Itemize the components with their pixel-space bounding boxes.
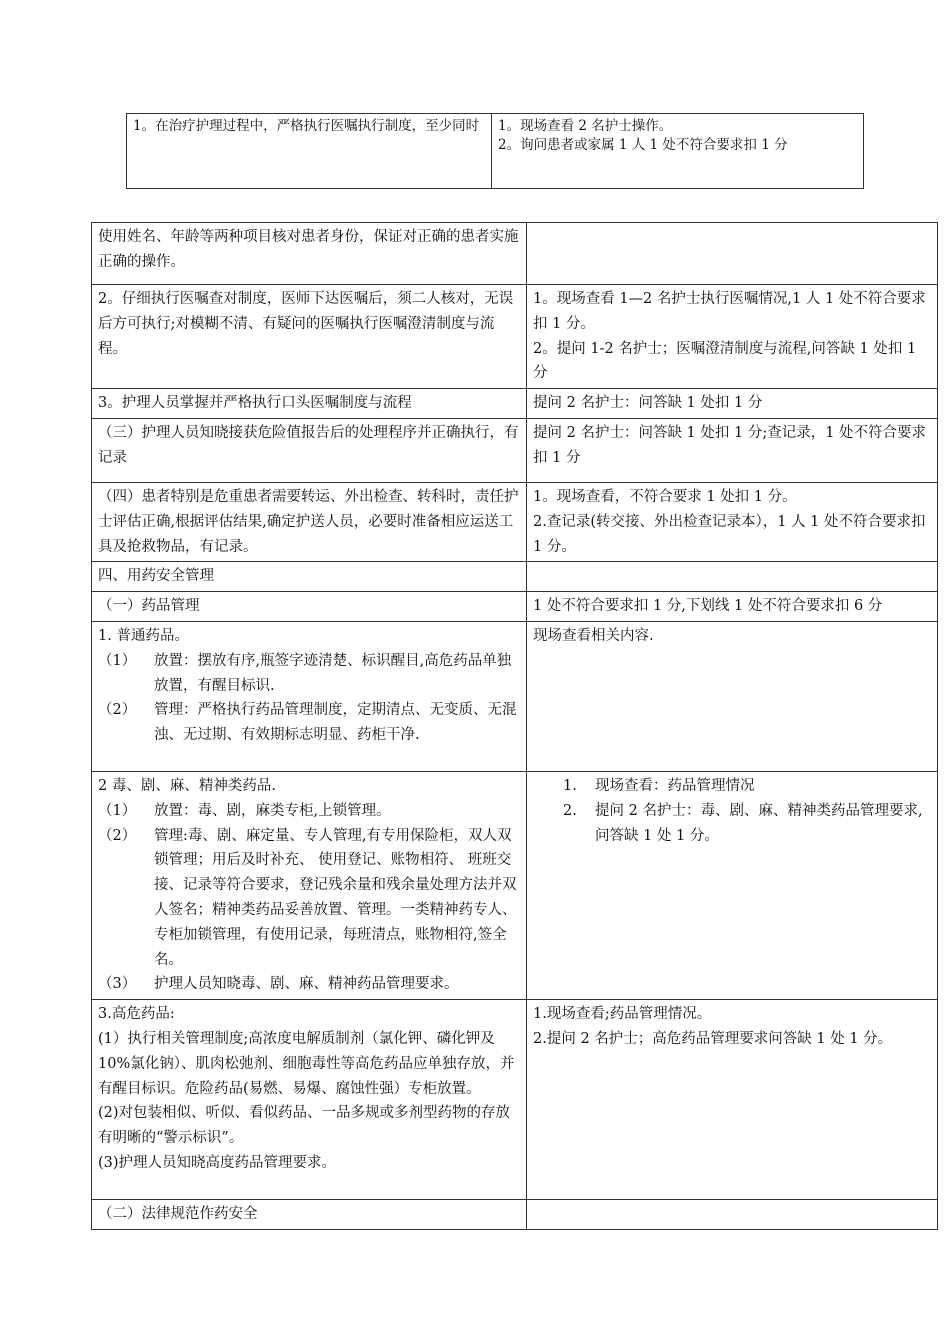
row2-left-cell <box>92 285 527 389</box>
item-text: 管理:毒、剧、麻定量、专人管理,有专用保险柜，双人双锁管理；用后及时补充、 使用登记、账物相符、 班班交接、记录等符合要求，登记残余量和残余量处理方法并双人签名；精神类药品妥善放置、管理。一类精神药专人、专柜加锁管理，有使用记录，每班清点，账物相符,签全名。 <box>154 827 517 968</box>
cell-line: (3)护理人员知晓高度药品管理要求。 <box>98 1154 337 1171</box>
item-marker: （3） <box>98 976 137 993</box>
row11-right-cell <box>527 1200 938 1230</box>
table-row <box>92 389 938 419</box>
row3-left-cell <box>92 389 527 419</box>
cell-line: (2)对包装相似、听似、看似药品、一品多规或多剂型药物的存放有明晰的“警示标识”。 <box>98 1105 511 1147</box>
cell-line: 1。现场查看 2 名护士操作。 <box>498 118 673 134</box>
row8-left-cell <box>92 621 527 771</box>
cell-text: 1。在治疗护理过程中，严格执行医嘱执行制度，至少同时 <box>133 118 480 134</box>
item-text: 管理：严格执行药品管理制度，定期清点、无变质、无混浊、无过期、有效期标志明显、药柜干净. <box>154 702 517 744</box>
table-row <box>92 285 938 389</box>
table-row <box>92 223 938 285</box>
row10-right-cell <box>527 1000 938 1200</box>
cell-text: 2。仔细执行医嘱查对制度，医师下达医嘱后，须二人核对，无误后方可执行;对模糊不清、有疑问的医嘱执行医嘱澄清制度与流程。 <box>98 291 514 357</box>
section-heading: 四、用药安全管理 <box>98 568 214 585</box>
cell-text: 提问 2 名护士：问答缺 1 处扣 1 分;查记录，1 处不符合要求扣 1 分 <box>533 424 927 466</box>
item-title: 2 毒、剧、麻、精神类药品. <box>98 777 276 794</box>
cell-text: 提问 2 名护士：问答缺 1 处扣 1 分 <box>533 395 763 412</box>
item-marker: 1. <box>563 777 577 794</box>
row1-right-cell <box>527 223 938 285</box>
row7-right-cell <box>527 592 938 622</box>
item-marker: （2） <box>98 702 137 719</box>
cell-text: 3。护理人员掌握并严格执行口头医嘱制度与流程 <box>98 395 412 412</box>
list-item <box>98 824 520 973</box>
cell-line: 1。现场查看，不符合要求 1 处扣 1 分。 <box>533 488 797 505</box>
row1-left-cell <box>92 223 527 285</box>
item-marker: （1） <box>98 802 137 819</box>
item-marker: 2. <box>563 802 577 819</box>
top-right-cell <box>492 114 864 189</box>
item-title: 1. 普通药品。 <box>98 627 189 644</box>
cell-line: 1。现场查看 1—2 名护士执行医嘱情况,1 人 1 处不符合要求扣 1 分。 <box>533 291 926 332</box>
top-left-cell <box>127 114 492 189</box>
main-table <box>91 222 938 1230</box>
cell-text: （四）患者特别是危重患者需要转运、外出检查、转科时，责任护士评估正确,根据评估结果,确定护送人员，必要时准备相应运送工具及抢救物品，有记录。 <box>98 488 519 555</box>
item-text: 放置：毒、剧，麻类专柜,上锁管理。 <box>154 802 391 819</box>
list-item <box>98 649 520 699</box>
row3-right-cell <box>527 389 938 419</box>
row6-right-cell <box>527 562 938 592</box>
row5-left-cell <box>92 482 527 561</box>
cell-line: 2.提问 2 名护士；高危药品管理要求问答缺 1 处 1 分。 <box>533 1030 893 1047</box>
cell-line: (1）执行相关管理制度;高浓度电解质制剂（氯化钾、磷化钾及 10%氯化钠）、肌肉松弛剂、细胞毒性等高危药品应单独存放，并有醒目标识。危险药品(易燃、易爆、腐蚀性强）专柜放置。 <box>98 1030 515 1097</box>
subsection-heading: （二）法律规范作药安全 <box>98 1206 258 1223</box>
cell-text: 使用姓名、年龄等两种项目核对患者身份，保证对正确的患者实施正确的操作。 <box>98 229 519 270</box>
cell-line: 2。提问 1-2 名护士；医嘱澄清制度与流程,问答缺 1 处扣 1 分 <box>533 340 917 382</box>
table-row <box>92 1200 938 1230</box>
item-marker: （2） <box>98 827 137 844</box>
row4-right-cell <box>527 418 938 482</box>
list-item <box>98 698 520 748</box>
item-marker: （1） <box>98 652 137 669</box>
table-row <box>92 1000 938 1200</box>
cell-text: 现场查看相关内容. <box>533 627 654 644</box>
subsection-heading: （一）药品管理 <box>98 598 200 615</box>
list-item <box>98 799 520 824</box>
item-text: 放置：摆放有序,瓶签字迹清楚、标识醒目,高危药品单独放置，有醒目标识. <box>154 652 512 694</box>
cell-line: 2.查记录(转交接、外出检查记录本），1 人 1 处不符合要求扣 1 分。 <box>533 513 926 555</box>
row6-left-cell <box>92 562 527 592</box>
table-row <box>92 621 938 771</box>
row11-left-cell <box>92 1200 527 1230</box>
row9-right-cell <box>527 771 938 999</box>
row5-right-cell <box>527 482 938 561</box>
list-item <box>533 774 931 799</box>
table-row <box>92 562 938 592</box>
item-title: 3.高危药品: <box>98 1006 175 1023</box>
list-item <box>533 799 931 849</box>
cell-text: （三）护理人员知晓接获危险值报告后的处理程序并正确执行，有记录 <box>98 424 519 466</box>
row10-left-cell <box>92 1000 527 1200</box>
top-table <box>126 113 864 189</box>
row7-left-cell <box>92 592 527 622</box>
cell-line: 2。询问患者或家属 1 人 1 处不符合要求扣 1 分 <box>498 137 788 153</box>
table-row <box>92 592 938 622</box>
cell-text: 1 处不符合要求扣 1 分,下划线 1 处不符合要求扣 6 分 <box>533 598 883 615</box>
item-text: 提问 2 名护士：毒、剧、麻、精神类药品管理要求,问答缺 1 处 1 分。 <box>595 802 923 844</box>
item-text: 现场查看：药品管理情况 <box>595 777 755 794</box>
cell-line: 1.现场查看;药品管理情况。 <box>533 1006 712 1023</box>
row9-left-cell <box>92 771 527 999</box>
table-row <box>92 418 938 482</box>
table-row <box>92 482 938 561</box>
item-text: 护理人员知晓毒、剧、麻、精神药品管理要求。 <box>154 976 459 993</box>
list-item <box>98 972 520 997</box>
row8-right-cell <box>527 621 938 771</box>
table-row <box>92 771 938 999</box>
row2-right-cell <box>527 285 938 389</box>
row4-left-cell <box>92 418 527 482</box>
